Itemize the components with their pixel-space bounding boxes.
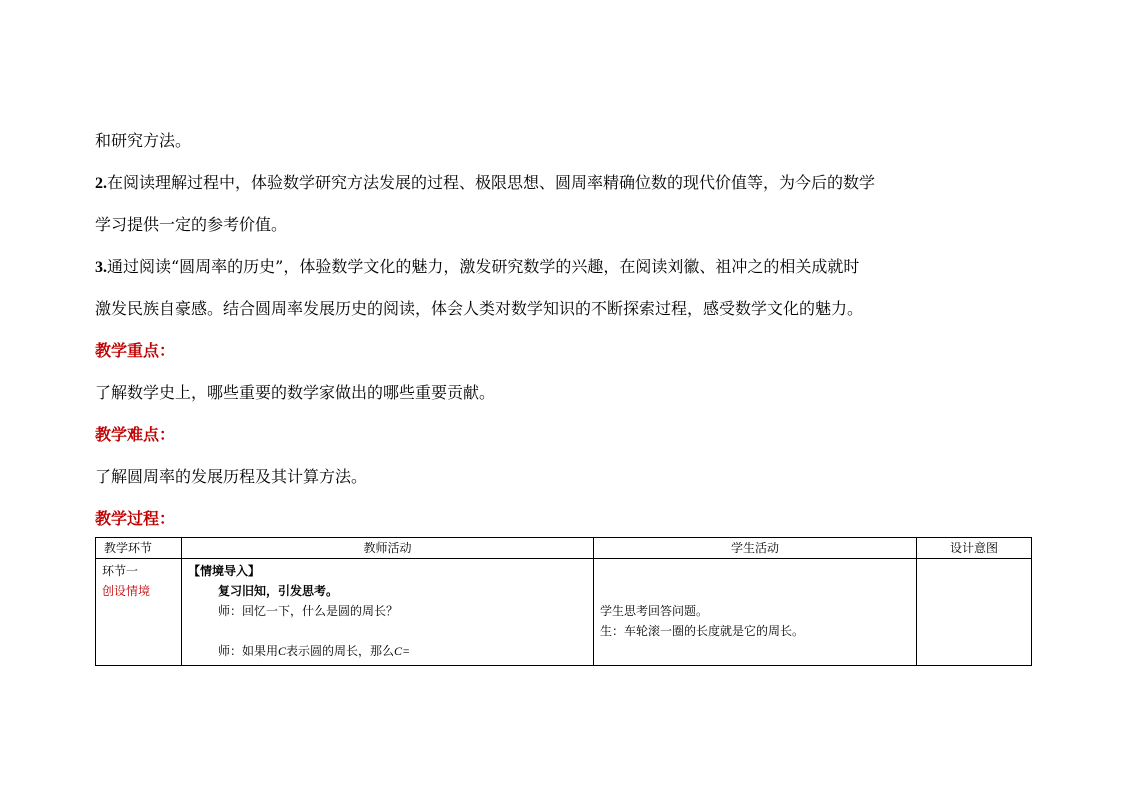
student-line-1: 学生思考回答问题。 — [600, 604, 709, 618]
stage-name: 创设情境 — [102, 584, 151, 598]
teacher-line-3-end: C= — [394, 644, 411, 658]
paragraph-3-line-2: 激发民族自豪感。结合圆周率发展历史的阅读，体会人类对数学知识的不断探索过程，感受数学文化的魅力。 — [95, 299, 864, 318]
paragraph-3-number: 3. — [95, 259, 107, 276]
header-teacher-activity: 教师活动 — [182, 538, 594, 559]
teacher-line-3 — [188, 641, 593, 661]
stage-cell — [96, 559, 182, 666]
design-intent-cell — [917, 559, 1032, 666]
table-row — [96, 559, 1032, 666]
difficulty-text: 了解圆周率的发展历程及其计算方法。 — [95, 467, 368, 486]
table-header-row — [96, 538, 1032, 559]
process-heading: 教学过程： — [95, 509, 176, 528]
teacher-line-3-mid: 表示圆的周长，那么 — [286, 644, 395, 658]
teacher-line-3-pre: 师：如果用 — [218, 644, 279, 658]
paragraph-1-continuation: 和研究方法。 — [95, 131, 192, 150]
paragraph-2-number: 2. — [95, 175, 107, 192]
header-design-intent: 设计意图 — [917, 538, 1032, 559]
teacher-activity-cell — [182, 559, 594, 666]
key-point-text: 了解数学史上，哪些重要的数学家做出的哪些重要贡献。 — [95, 383, 496, 402]
student-activity-cell — [594, 559, 917, 666]
teacher-line-1: 复习旧知，引发思考。 — [218, 584, 339, 598]
student-line-2: 生：车轮滚一圈的长度就是它的周长。 — [600, 624, 805, 638]
header-student-activity: 学生活动 — [594, 538, 917, 559]
difficulty-heading: 教学难点： — [95, 425, 176, 444]
paragraph-2-text: 在阅读理解过程中，体验数学研究方法发展的过程、极限思想、圆周率精确位数的现代价值等，为今后的数学 — [107, 173, 876, 192]
teaching-process-table — [95, 537, 1032, 666]
paragraph-3-text: 通过阅读“圆周率的历史”，体验数学文化的魅力，激发研究数学的兴趣，在阅读刘徽、祖冲之的相关成就时 — [107, 257, 860, 276]
paragraph-2-line-1 — [95, 173, 875, 194]
stage-label: 环节一 — [102, 564, 139, 578]
paragraph-3-line-1 — [95, 257, 859, 278]
teacher-line-3-var: C — [278, 644, 287, 658]
paragraph-2-line-2: 学习提供一定的参考价值。 — [95, 215, 288, 234]
header-stage: 教学环节 — [96, 538, 182, 559]
teacher-line-2: 师：回忆一下，什么是圆的周长？ — [218, 604, 399, 618]
teacher-section-title: 【情境导入】 — [188, 564, 261, 578]
key-point-heading: 教学重点： — [95, 341, 176, 360]
